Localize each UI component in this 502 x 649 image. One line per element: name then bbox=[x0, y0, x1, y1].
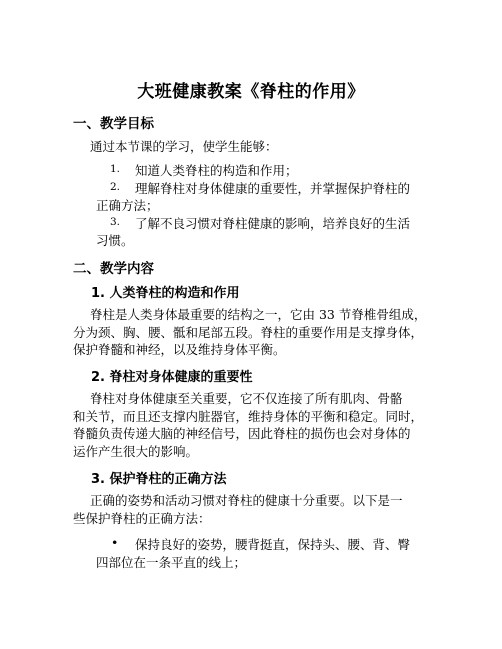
section-heading-goals: 一、教学目标 bbox=[73, 116, 154, 132]
goal-number: 2. bbox=[110, 181, 121, 193]
goal-text: 理解脊柱对身体健康的重要性，并掌握保护脊柱的 bbox=[135, 181, 411, 196]
bullet-text-continued: 四部位在一条平直的线上； bbox=[96, 555, 247, 570]
section-heading-content: 二、教学内容 bbox=[73, 261, 154, 277]
paragraph-line: 保护脊髓和神经，以及维持身体平衡。 bbox=[73, 342, 286, 357]
goals-intro: 通过本节课的学习，使学生能够： bbox=[90, 139, 278, 154]
paragraph-line: 正确的姿势和活动习惯对脊柱的健康十分重要。以下是一 bbox=[90, 493, 403, 508]
goal-text: 了解不良习惯对脊柱健康的影响，培养良好的生活 bbox=[135, 216, 411, 231]
paragraph-line: 脊柱是人类身体最重要的结构之一，它由 33 节脊椎骨组成， bbox=[90, 307, 427, 322]
goal-text: 知道人类脊柱的构造和作用； bbox=[135, 163, 298, 178]
paragraph-line: 运作产生很大的影响。 bbox=[73, 444, 199, 459]
paragraph-line: 分为颈、胸、腰、骶和尾部五段。脊柱的重要作用是支撑身体， bbox=[73, 325, 424, 340]
bullet-text: 保持良好的姿势，腰背挺直，保持头、腰、背、臀 bbox=[135, 537, 411, 552]
paragraph-line: 脊柱对身体健康至关重要，它不仅连接了所有肌肉、骨骼 bbox=[90, 391, 403, 406]
page-title: 大班健康教案《脊柱的作用》 bbox=[137, 82, 365, 102]
goal-number: 1. bbox=[110, 163, 121, 175]
paragraph-line: 脊髓负责传递大脑的神经信号，因此脊柱的损伤也会对身体的 bbox=[73, 426, 411, 441]
paragraph-line: 些保护脊柱的正确方法： bbox=[73, 511, 211, 526]
goal-number: 3. bbox=[110, 216, 121, 228]
subsection-heading: 1. 人类脊柱的构造和作用 bbox=[91, 286, 240, 301]
goal-text-continued: 正确方法； bbox=[96, 198, 159, 213]
paragraph-line: 和关节，而且还支撑内脏器官，维持身体的平衡和稳定。同时， bbox=[73, 409, 424, 424]
subsection-heading: 3. 保护脊柱的正确方法 bbox=[91, 472, 227, 487]
subsection-heading: 2. 脊柱对身体健康的重要性 bbox=[91, 370, 253, 385]
bullet-marker: • bbox=[111, 535, 119, 550]
goal-text-continued: 习惯。 bbox=[96, 233, 134, 248]
